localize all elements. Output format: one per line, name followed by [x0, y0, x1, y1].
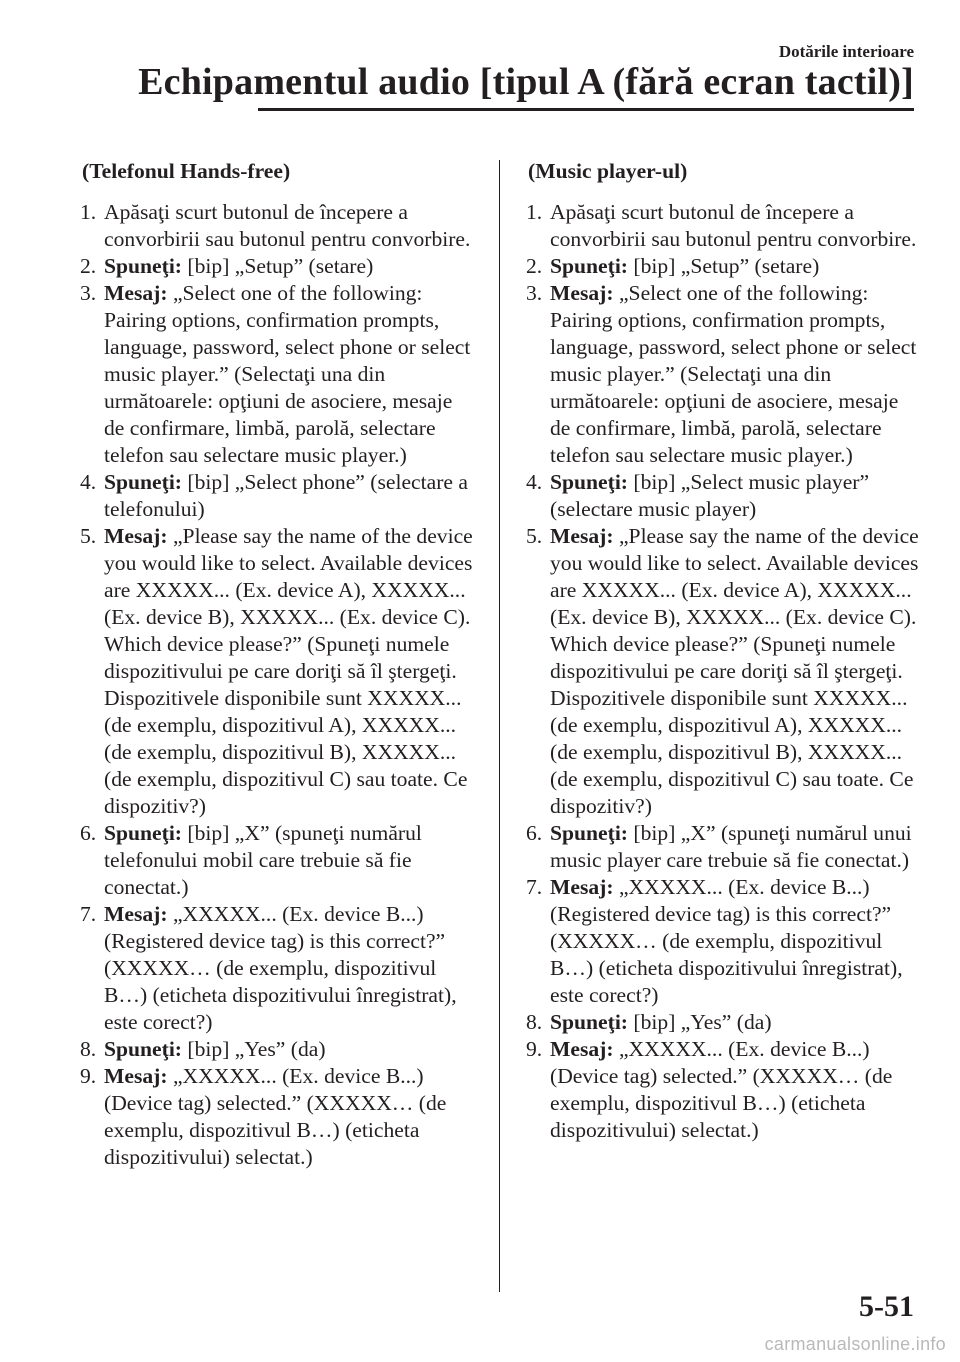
step-item — [528, 820, 920, 874]
step-label: Mesaj: — [104, 1064, 168, 1088]
step-number: 6. — [526, 821, 543, 845]
step-number: 2. — [80, 254, 97, 278]
step-number: 9. — [80, 1064, 97, 1088]
column-divider — [499, 160, 500, 1292]
step-number: 3. — [80, 281, 97, 305]
right-column — [528, 158, 920, 1144]
step-number: 1. — [526, 200, 543, 224]
step-number: 3. — [526, 281, 543, 305]
step-text: [bip] „Yes” (da) — [633, 1010, 772, 1034]
step-item — [528, 1036, 920, 1144]
step-label: Spuneţi: — [550, 254, 629, 278]
step-label: Mesaj: — [104, 524, 168, 548]
step-text: [bip] „Setup” (setare) — [633, 254, 820, 278]
step-number: 8. — [80, 1037, 97, 1061]
step-label: Spuneţi: — [550, 821, 629, 845]
step-text: Apăsaţi scurt butonul de începere a convorbirii sau butonul pentru convorbire. — [550, 200, 917, 251]
left-heading: (Telefonul Hands-free) — [82, 159, 291, 183]
step-text: „Select one of the following: Pairing options, confirmation prompts, language, password, select phone or select music player.” (Selectaţi una din următoarele: opţiuni de asociere, mesaje de confirmare, limbă, parolă, selectare telefon sau selectare music player.) — [550, 281, 917, 467]
step-number: 6. — [80, 821, 97, 845]
step-item — [82, 901, 477, 1036]
step-label: Mesaj: — [550, 1037, 614, 1061]
step-label: Spuneţi: — [104, 254, 183, 278]
step-label: Spuneţi: — [104, 470, 183, 494]
step-text: „XXXXX... (Ex. device B...) (Registered device tag) is this correct?” (XXXXX… (de exemplu, dispozitivul B…) (eticheta dispozitivului înregistrat), este corect?) — [104, 902, 457, 1034]
step-item — [82, 469, 477, 523]
step-item — [82, 820, 477, 901]
step-item — [82, 1036, 477, 1063]
step-number: 7. — [80, 902, 97, 926]
step-text: [bip] „Yes” (da) — [187, 1037, 326, 1061]
step-text: „Please say the name of the device you would like to select. Available devices are XXXXX... (Ex. device A), XXXXX... (Ex. device B), XXXXX... (Ex. device C). Which device please?” (Spuneţi numele dispozitivului pe care doriţi să îl ştergeţi. Dispozitivele disponibile sunt XXXXX... (de exemplu, dispozitivul A), XXXXX... (de exemplu, dispozitivul B), XXXXX... (de exemplu, dispozitivul C) sau toate. Ce dispozitiv?) — [550, 524, 919, 818]
step-number: 8. — [526, 1010, 543, 1034]
step-label: Spuneţi: — [104, 1037, 183, 1061]
step-label: Spuneţi: — [104, 821, 183, 845]
step-item — [82, 280, 477, 469]
right-steps-list — [528, 199, 920, 1144]
step-text: [bip] „Setup” (setare) — [187, 254, 374, 278]
step-item — [82, 1063, 477, 1171]
left-steps-list — [82, 199, 477, 1171]
step-number: 5. — [526, 524, 543, 548]
step-number: 4. — [526, 470, 543, 494]
step-number: 1. — [80, 200, 97, 224]
step-text: „Select one of the following: Pairing options, confirmation prompts, language, password, select phone or select music player.” (Selectaţi una din următoarele: opţiuni de asociere, mesaje de confirmare, limbă, parolă, selectare telefon sau selectare music player.) — [104, 281, 471, 467]
header-rule — [258, 108, 914, 111]
step-item — [528, 874, 920, 1009]
step-label: Mesaj: — [550, 524, 614, 548]
step-text: Apăsaţi scurt butonul de începere a convorbirii sau butonul pentru convorbire. — [104, 200, 471, 251]
step-item — [528, 523, 920, 820]
step-item — [528, 469, 920, 523]
step-item — [82, 253, 477, 280]
step-text: [bip] „X” (spuneţi numărul telefonului mobil care trebuie să fie conectat.) — [104, 821, 422, 899]
page-title: Echipamentul audio [tipul A (fără ecran tactil)] — [138, 61, 914, 103]
step-text: „XXXXX... (Ex. device B...) (Registered device tag) is this correct?” (XXXXX… (de exemplu, dispozitivul B…) (eticheta dispozitivului înregistrat), este corect?) — [550, 875, 903, 1007]
step-number: 9. — [526, 1037, 543, 1061]
step-label: Mesaj: — [550, 281, 614, 305]
step-text: [bip] „X” (spuneţi numărul unui music player care trebuie să fie conectat.) — [550, 821, 912, 872]
step-item — [528, 253, 920, 280]
step-item — [82, 523, 477, 820]
step-text: „XXXXX... (Ex. device B...) (Device tag) selected.” (XXXXX… (de exemplu, dispozitivul B…) (eticheta dispozitivului) selectat.) — [550, 1037, 893, 1142]
step-item — [82, 199, 477, 253]
step-text: „XXXXX... (Ex. device B...) (Device tag) selected.” (XXXXX… (de exemplu, dispozitivul B…) (eticheta dispozitivului) selectat.) — [104, 1064, 447, 1169]
right-heading: (Music player-ul) — [528, 159, 688, 183]
step-item — [528, 199, 920, 253]
step-label: Mesaj: — [104, 281, 168, 305]
step-number: 4. — [80, 470, 97, 494]
step-label: Spuneţi: — [550, 1010, 629, 1034]
page-number: 5-51 — [859, 1290, 914, 1323]
step-number: 2. — [526, 254, 543, 278]
step-label: Mesaj: — [104, 902, 168, 926]
left-column — [82, 158, 477, 1171]
watermark: carmanualsonline.info — [764, 1334, 946, 1354]
header-category: Dotările interioare — [778, 42, 914, 61]
step-item — [528, 1009, 920, 1036]
step-number: 5. — [80, 524, 97, 548]
step-text: „Please say the name of the device you would like to select. Available devices are XXXXX... (Ex. device A), XXXXX... (Ex. device B), XXXXX... (Ex. device C). Which device please?” (Spuneţi numele dispozitivului pe care doriţi să îl ştergeţi. Dispozitivele disponibile sunt XXXXX... (de exemplu, dispozitivul A), XXXXX... (de exemplu, dispozitivul B), XXXXX... (de exemplu, dispozitivul C) sau toate. Ce dispozitiv?) — [104, 524, 473, 818]
step-label: Spuneţi: — [550, 470, 629, 494]
step-number: 7. — [526, 875, 543, 899]
step-text: [bip] „Select phone” (selectare a telefonului) — [104, 470, 468, 521]
step-item — [528, 280, 920, 469]
step-text: [bip] „Select music player” (selectare music player) — [550, 470, 870, 521]
step-label: Mesaj: — [550, 875, 614, 899]
